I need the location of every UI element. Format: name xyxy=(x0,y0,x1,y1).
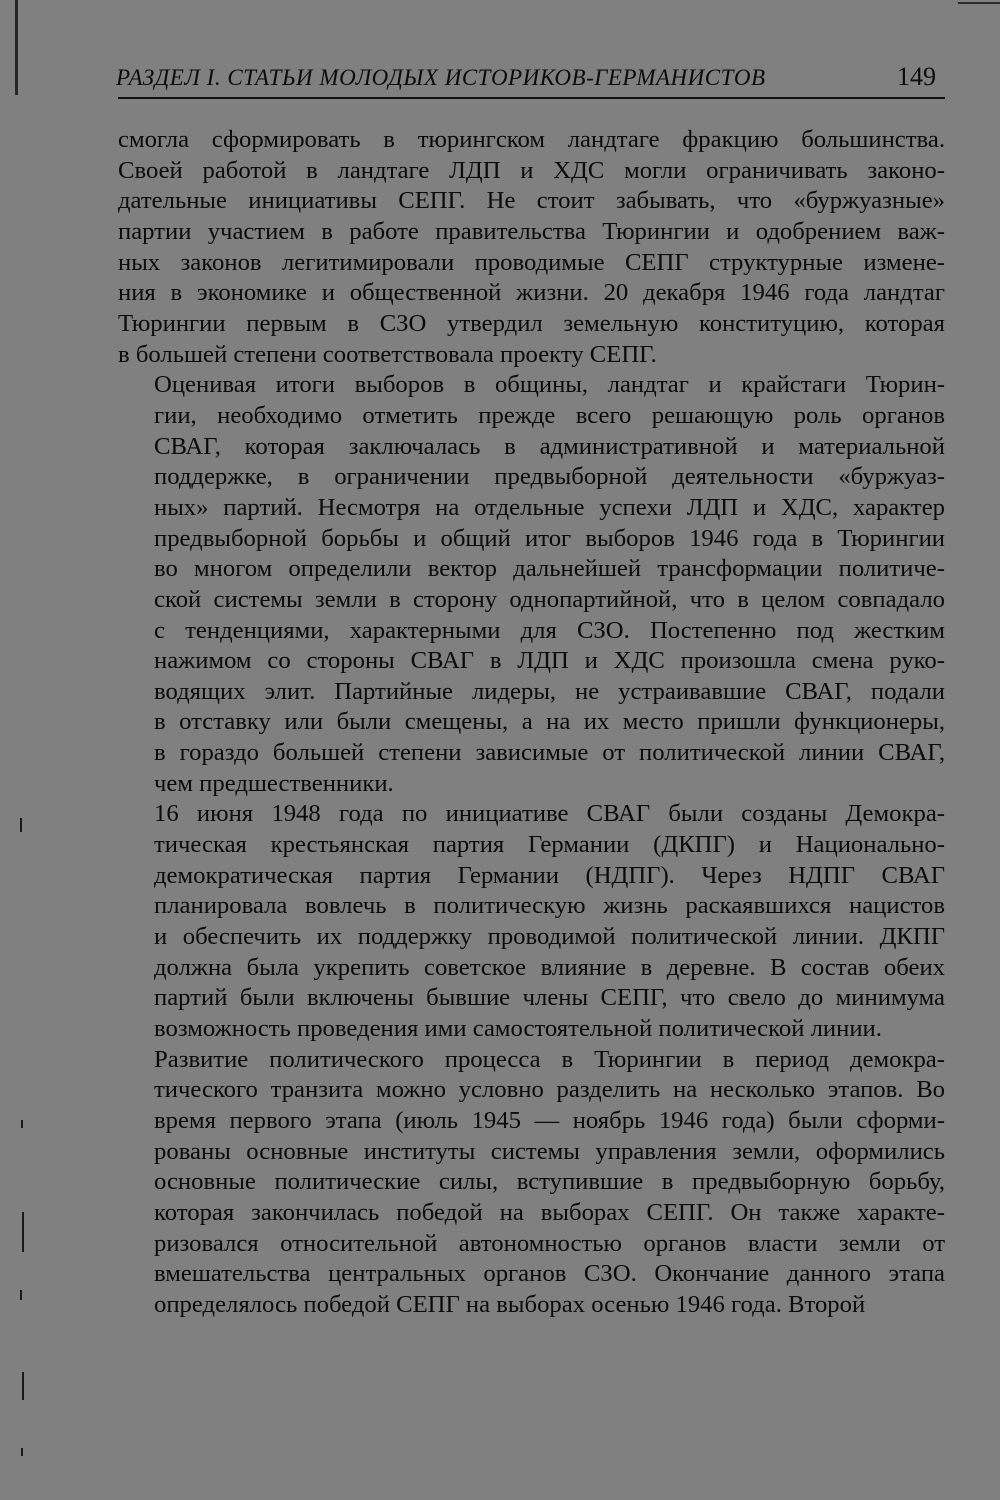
text-line: Своей работой в ландтаге ЛДП и ХДС могли ограничивать законо- xyxy=(118,156,945,184)
text-line: смогла сформировать в тюрингском ландтаге фракцию большинства. xyxy=(118,126,945,153)
paragraph xyxy=(118,370,945,799)
text-line: время первого этапа (июль 1945 — ноябрь 1946 года) были сформи- xyxy=(154,1107,945,1134)
text-line: тического транзита можно условно разделить на несколько этапов. Во xyxy=(154,1076,945,1104)
text-line: тическая крестьянская партия Германии (ДКПГ) и Национально- xyxy=(154,831,945,859)
text-line: демократическая партия Германии (НДПГ). Через НДПГ СВАГ xyxy=(154,861,945,889)
text-line: рованы основные институты системы управления земли, оформились xyxy=(154,1137,945,1165)
text-line: ных законов легитимировали проводимые СЕПГ структурные измене- xyxy=(118,248,945,276)
text-line: с тенденциями, характерными для СЗО. Постепенно под жестким xyxy=(154,616,945,644)
scan-top-line xyxy=(958,2,1000,4)
text-line: основные политические силы, вступившие в предвыборную борьбу, xyxy=(154,1168,945,1196)
text-line: Развитие политического процесса в Тюрингии в период демокра- xyxy=(154,1045,945,1073)
text-line: ния в экономике и общественной жизни. 20 декабря 1946 года ландтаг xyxy=(118,279,945,307)
body-text xyxy=(118,125,945,1321)
scan-speck xyxy=(22,1212,24,1252)
text-line: должна была укрепить советское влияние в деревне. В состав обеих xyxy=(154,953,945,981)
text-line: в отставку или были смещены, а на их место пришли функционеры, xyxy=(154,708,945,736)
running-title: РАЗДЕЛ I. СТАТЬИ МОЛОДЫХ ИСТОРИКОВ-ГЕРМАНИСТОВ xyxy=(116,65,766,90)
text-line: водящих элит. Партийные лидеры, не устраивавшие СВАГ, подали xyxy=(154,677,945,705)
text-line: в гораздо большей степени зависимые от политической линии СВАГ, xyxy=(154,739,945,767)
text-line: возможность проведения ими самостоятельной политической линии. xyxy=(154,1015,882,1043)
paragraph xyxy=(118,125,945,370)
text-line: планировала вовлечь в политическую жизнь раскаявшихся нацистов xyxy=(154,892,945,920)
text-line: Тюрингии первым в СЗО утвердил земельную конституцию, которая xyxy=(118,309,945,337)
text-line: определялось победой СЕПГ на выборах осенью 1946 года. Второй xyxy=(154,1290,866,1318)
scan-speck xyxy=(20,818,22,832)
scan-edge-mark xyxy=(15,0,18,95)
text-line: партий были включены бывшие члены СЕПГ, что свело до минимума xyxy=(154,984,945,1012)
text-line: Оценивая итоги выборов в общины, ландтаг и крайстаги Тюрин- xyxy=(154,371,945,399)
text-line: поддержке, в ограничении предвыборной деятельности «буржуаз- xyxy=(154,463,945,491)
text-line: ской системы земли в сторону однопартийной, что в целом совпадало xyxy=(154,585,945,613)
text-line: СВАГ, которая заключалась в административной и материальной xyxy=(154,432,945,460)
paragraph xyxy=(118,799,945,1044)
scan-speck xyxy=(22,1372,24,1400)
text-line: во многом определили вектор дальнейшей трансформации политиче- xyxy=(154,555,945,583)
text-line: вмешательства центральных органов СЗО. Окончание данного этапа xyxy=(154,1260,945,1288)
text-line: ризовался относительной автономностью органов власти земли от xyxy=(154,1229,945,1257)
text-line: которая закончилась победой на выборах СЕПГ. Он также характе- xyxy=(154,1198,945,1226)
paragraph xyxy=(118,1045,945,1321)
text-line: гии, необходимо отметить прежде всего решающую роль органов xyxy=(154,401,945,429)
running-header xyxy=(118,60,945,99)
scan-speck xyxy=(21,1120,23,1128)
text-line: и обеспечить их поддержку проводимой политической линии. ДКПГ xyxy=(154,923,945,951)
text-line: ных» партий. Несмотря на отдельные успехи ЛДП и ХДС, характер xyxy=(154,493,945,521)
text-line: предвыборной борьбы и общий итог выборов 1946 года в Тюрингии xyxy=(154,524,945,552)
text-line: в большей степени соответствовала проекту СЕПГ. xyxy=(118,340,657,368)
text-line: 16 июня 1948 года по инициативе СВАГ были созданы Демокра- xyxy=(154,800,945,828)
text-line: дательные инициативы СЕПГ. Не стоит забывать, что «буржуазные» xyxy=(118,187,945,215)
text-line: чем предшественники. xyxy=(154,769,394,797)
page-number: 149 xyxy=(897,62,936,91)
book-page xyxy=(118,60,945,1321)
text-line: партии участием в работе правительства Тюрингии и одобрением важ- xyxy=(118,217,945,245)
scan-speck xyxy=(20,1290,22,1300)
text-line: нажимом со стороны СВАГ в ЛДП и ХДС произошла смена руко- xyxy=(154,647,945,675)
scan-speck xyxy=(21,1448,23,1456)
